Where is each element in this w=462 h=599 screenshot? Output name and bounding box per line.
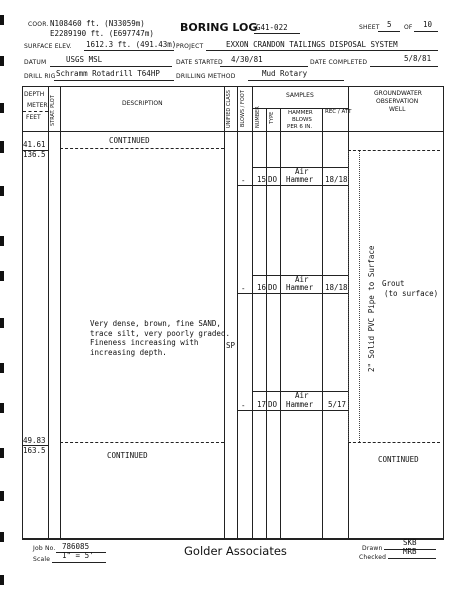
bottom-depth-feet: 163.5 bbox=[23, 446, 46, 455]
sample-type: DO bbox=[268, 400, 278, 409]
surface-elev-value: 1612.3 ft. (491.43m) bbox=[86, 40, 177, 49]
sheet-number: 5 bbox=[387, 20, 392, 29]
binder-mark bbox=[0, 363, 4, 373]
col-rec-att: REC / ATT bbox=[325, 109, 352, 115]
col-blows: BLOWS bbox=[292, 117, 312, 123]
checked-value: MRB bbox=[403, 547, 417, 556]
binder-mark bbox=[0, 141, 4, 153]
binder-mark bbox=[0, 532, 4, 542]
drill-rig-value: Schramm Rotadrill T64HP bbox=[56, 69, 160, 78]
coord-east: E2289190 ft. (E697747m) bbox=[50, 29, 154, 38]
col-type: TYPE bbox=[269, 111, 275, 124]
col-unified-class: UNIFIED CLASS bbox=[226, 90, 232, 128]
scale-value: 1" = 5' bbox=[62, 551, 94, 560]
sample-hammer: Hammer bbox=[286, 400, 314, 409]
binder-mark bbox=[0, 491, 4, 501]
sample-blows: - bbox=[241, 401, 246, 410]
date-started-label: DATE STARTED bbox=[176, 59, 223, 66]
binder-mark bbox=[0, 103, 4, 113]
sample-blows: - bbox=[241, 176, 246, 185]
col-hammer: HAMMER bbox=[288, 110, 313, 116]
binder-mark bbox=[0, 318, 4, 328]
well-continued: CONTINUED bbox=[378, 455, 419, 464]
checked-label: Checked bbox=[359, 554, 387, 561]
pvc-pipe-label: 2" Solid PVC Pipe to Surface bbox=[367, 245, 376, 372]
description-line: increasing depth. bbox=[90, 348, 167, 357]
sample-hammer: Hammer bbox=[286, 283, 314, 292]
log-table bbox=[22, 86, 444, 540]
col-per-6-in: PER 6 IN. bbox=[287, 124, 313, 130]
sample-number: 16 bbox=[257, 283, 267, 292]
col-description: DESCRIPTION bbox=[122, 100, 163, 107]
col-samples: SAMPLES bbox=[286, 92, 314, 99]
col-strat-plot: STRAT. PLOT bbox=[50, 95, 56, 126]
binder-mark bbox=[0, 271, 4, 281]
col-depth: DEPTH bbox=[24, 91, 45, 98]
col-feet: FEET bbox=[26, 114, 41, 121]
top-continued: CONTINUED bbox=[109, 136, 150, 145]
binder-mark bbox=[0, 56, 4, 66]
grout-label: Grout bbox=[382, 279, 405, 288]
description-line: Very dense, brown, fine SAND, bbox=[90, 319, 221, 328]
bottom-continued: CONTINUED bbox=[107, 451, 148, 460]
coord-label: COOR. bbox=[28, 21, 49, 28]
drilling-method-value: Mud Rotary bbox=[262, 69, 308, 78]
sample-hammer-top: Air bbox=[295, 167, 309, 176]
well-grout-column bbox=[348, 150, 360, 442]
datum-value: USGS MSL bbox=[66, 55, 103, 64]
description-line: Fineness increasing with bbox=[90, 338, 199, 347]
top-depth-meter: 41.61 bbox=[23, 140, 46, 149]
sample-rec: 18/18 bbox=[325, 175, 348, 184]
col-meter: METER bbox=[27, 102, 48, 109]
date-completed-value: 5/8/81 bbox=[404, 54, 432, 63]
company-name: Golder Associates bbox=[184, 544, 287, 558]
project-label: PROJECT bbox=[176, 43, 204, 50]
col-number: NUMBER bbox=[255, 106, 261, 128]
sample-number: 15 bbox=[257, 175, 267, 184]
binder-mark bbox=[0, 15, 4, 25]
job-number-label: Job No. bbox=[33, 545, 56, 552]
description-line: trace silt, very poorly graded. bbox=[90, 329, 230, 338]
date-completed-label: DATE COMPLETED bbox=[310, 59, 368, 66]
top-depth-feet: 136.5 bbox=[23, 150, 46, 159]
log-id: G41-022 bbox=[256, 23, 288, 32]
drill-rig-label: DRILL RIG bbox=[24, 73, 56, 80]
sample-hammer-top: Air bbox=[295, 275, 309, 284]
unified-class-value: SP bbox=[226, 341, 236, 350]
of-label: OF bbox=[404, 24, 413, 31]
col-observation: OBSERVATION bbox=[376, 98, 419, 105]
sample-hammer: Hammer bbox=[286, 175, 314, 184]
doc-title: BORING LOG bbox=[180, 21, 258, 34]
sample-rec: 18/18 bbox=[325, 283, 348, 292]
binder-mark bbox=[0, 403, 4, 413]
bottom-depth-meter: 49.83 bbox=[23, 436, 46, 445]
sample-type: DO bbox=[268, 283, 278, 292]
col-groundwater: GROUNDWATER bbox=[374, 90, 422, 97]
sample-rec: 5/17 bbox=[328, 400, 347, 409]
binder-mark bbox=[0, 186, 4, 196]
sample-hammer-top: Air bbox=[295, 391, 309, 400]
scale-label: Scale bbox=[33, 556, 51, 563]
job-number-value: 786085 bbox=[62, 542, 90, 551]
date-started-value: 4/30/81 bbox=[231, 55, 263, 64]
sample-number: 17 bbox=[257, 400, 267, 409]
binder-mark bbox=[0, 575, 4, 585]
sheet-total: 10 bbox=[423, 20, 433, 29]
sheet-label: SHEET bbox=[359, 24, 380, 31]
surface-elev-label: SURFACE ELEV. bbox=[24, 43, 72, 50]
sample-type: DO bbox=[268, 175, 278, 184]
col-blows-foot: BLOWS / FOOT bbox=[240, 90, 246, 127]
col-well: WELL bbox=[389, 106, 406, 113]
sample-blows: - bbox=[241, 284, 246, 293]
binder-mark bbox=[0, 448, 4, 458]
project-value: EXXON CRANDON TAILINGS DISPOSAL SYSTEM bbox=[226, 40, 398, 49]
drilling-method-label: DRILLING METHOD bbox=[176, 73, 236, 80]
datum-label: DATUM bbox=[24, 59, 47, 66]
drawn-value: SKB bbox=[403, 538, 417, 547]
binder-mark bbox=[0, 236, 4, 246]
drawn-label: Drawn bbox=[362, 545, 383, 552]
grout-to-surface: (to surface) bbox=[384, 289, 439, 298]
coord-north: N108460 ft. (N33059m) bbox=[50, 19, 145, 28]
